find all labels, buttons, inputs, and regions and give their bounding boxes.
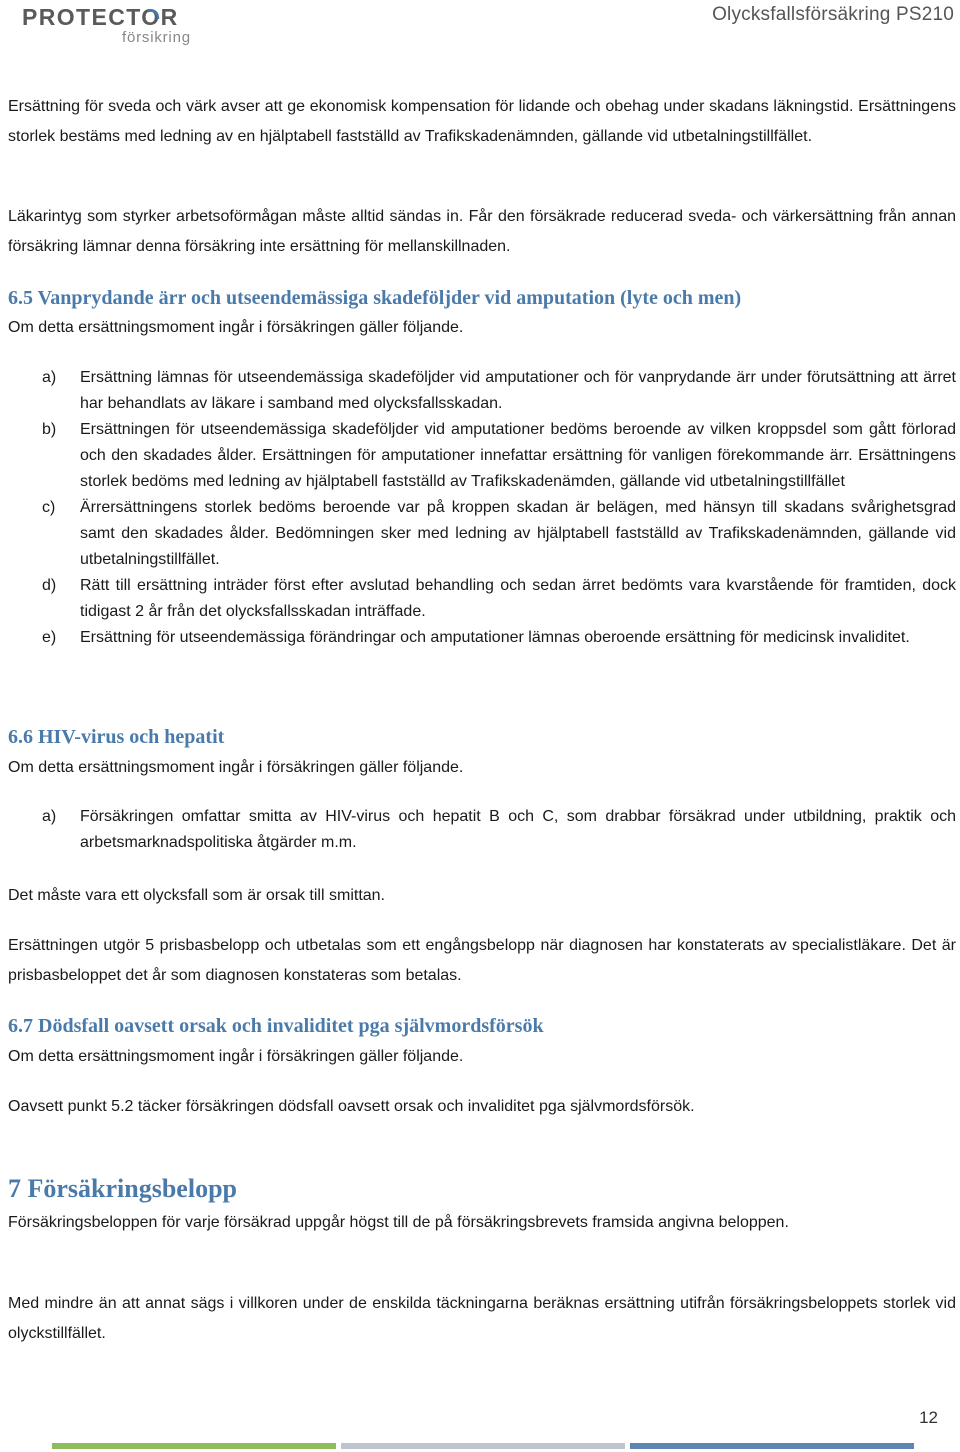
list-item-text: Försäkringen omfattar smitta av HIV-virus och hepatit B och C, som drabbar försäkrad under utbildning, praktik och arbetsmarknadspolitiska åtgärder m.m.	[80, 808, 956, 851]
list-item	[42, 625, 956, 651]
list-6-5	[42, 365, 956, 651]
list-6-6	[42, 804, 956, 856]
logo-swoosh-icon	[146, 9, 160, 25]
paragraph-berakning: Med mindre än att annat sägs i villkoren under de enskilda täckningarna beräknas ersättning utifrån försäkringsbeloppets storlek vid olyckstillfället.	[8, 1295, 956, 1342]
section-heading-6-6: 6.6 HIV-virus och hepatit	[8, 726, 225, 748]
list-marker: a)	[42, 808, 57, 825]
list-item	[42, 365, 956, 417]
section-heading-6-7: 6.7 Dödsfall oavsett orsak och invaliditet pga självmordsförsök	[8, 1015, 544, 1037]
list-item-text: Ersättningen för utseendemässiga skadeföljder vid amputationer bedöms beroende av vilken kroppsdel som gått förlorad och den skadades ålder. Ersättningen för amputationer innefattar ersättning för vanligen förekommande ärr. Ersättningens storlek bedöms med ledning av hjälptabell fastställd av Trafikskadenämden, gällande vid utbetalningstillfället	[80, 421, 956, 490]
section-intro-6-7: Om detta ersättningsmoment ingår i försäkringen gäller följande.	[8, 1048, 464, 1065]
list-marker: a)	[42, 369, 57, 386]
footer-bar-gray	[341, 1443, 625, 1449]
footer-bar-green	[52, 1443, 336, 1449]
list-item	[42, 495, 956, 573]
list-marker: c)	[42, 499, 56, 516]
paragraph-olycksfall-smitta: Det måste vara ett olycksfall som är orsak till smittan.	[8, 887, 385, 904]
paragraph-prisbasbelopp: Ersättningen utgör 5 prisbasbelopp och utbetalas som ett engångsbelopp när diagnosen har konstaterats av specialistläkare. Det är prisbasbeloppet det år som diagnosen konstateras som betalas.	[8, 937, 956, 984]
document-title: Olycksfallsförsäkring PS210	[712, 4, 954, 25]
list-marker: e)	[42, 629, 57, 646]
list-item-text: Ersättning lämnas för utseendemässiga skadeföljder vid amputationer och för vanprydande ärr under förutsättning att ärret har behandlats av läkare i samband med olycksfallsskadan.	[80, 369, 956, 412]
page-number: 12	[919, 1408, 938, 1427]
paragraph-lakarintyg: Läkarintyg som styrker arbetsoförmågan måste alltid sändas in. Får den försäkrade reducerad sveda- och värkersättning från annan försäkring lämnar denna försäkring inte ersättning för mellanskillnaden.	[8, 208, 956, 255]
paragraph-forsakringsbelopp: Försäkringsbeloppen för varje försäkrad uppgår högst till de på försäkringsbrevets framsida angivna beloppen.	[8, 1214, 789, 1231]
list-item-text: Rätt till ersättning inträder först efter avslutad behandling och sedan ärret bedömts vara kvarstående för framtiden, dock tidigast 2 år från det olycksfallsskadan inträffade.	[80, 577, 956, 620]
list-marker: b)	[42, 421, 57, 438]
logo-wordmark: PROTECTOR	[22, 4, 179, 30]
footer-bar-blue	[630, 1443, 914, 1449]
list-item	[42, 573, 956, 625]
list-item	[42, 417, 956, 495]
logo-subtitle: försikring	[122, 29, 191, 46]
company-logo	[22, 4, 212, 50]
section-heading-6-5: 6.5 Vanprydande ärr och utseendemässiga skadeföljder vid amputation (lyte och men)	[8, 287, 742, 309]
section-heading-7: 7 Försäkringsbelopp	[8, 1174, 237, 1203]
list-item-text: Ärrersättningens storlek bedöms beroende var på kroppen skadan är belägen, med hänsyn till skadans svårighetsgrad samt den skadades ålder. Bedömningen sker med ledning av hjälptabell fastställd av Trafikskadenämnden, gällande vid utbetalningstillfället.	[80, 499, 956, 568]
list-marker: d)	[42, 577, 57, 594]
list-item	[42, 804, 956, 856]
list-item-text: Ersättning för utseendemässiga förändringar och amputationer lämnas oberoende ersättning för medicinsk invaliditet.	[80, 629, 910, 646]
section-intro-6-5: Om detta ersättningsmoment ingår i försäkringen gäller följande.	[8, 319, 464, 336]
paragraph-sveda-vark: Ersättning för sveda och värk avser att ge ekonomisk kompensation för lidande och obehag under skadans läkningstid. Ersättningens storlek bestäms med ledning av en hjälptabell fastställd av Trafikskadenämnden, gällande vid utbetalningstillfället.	[8, 98, 956, 145]
section-intro-6-6: Om detta ersättningsmoment ingår i försäkringen gäller följande.	[8, 759, 464, 776]
paragraph-dodsfall: Oavsett punkt 5.2 täcker försäkringen dödsfall oavsett orsak och invaliditet pga självmordsförsök.	[8, 1098, 695, 1115]
